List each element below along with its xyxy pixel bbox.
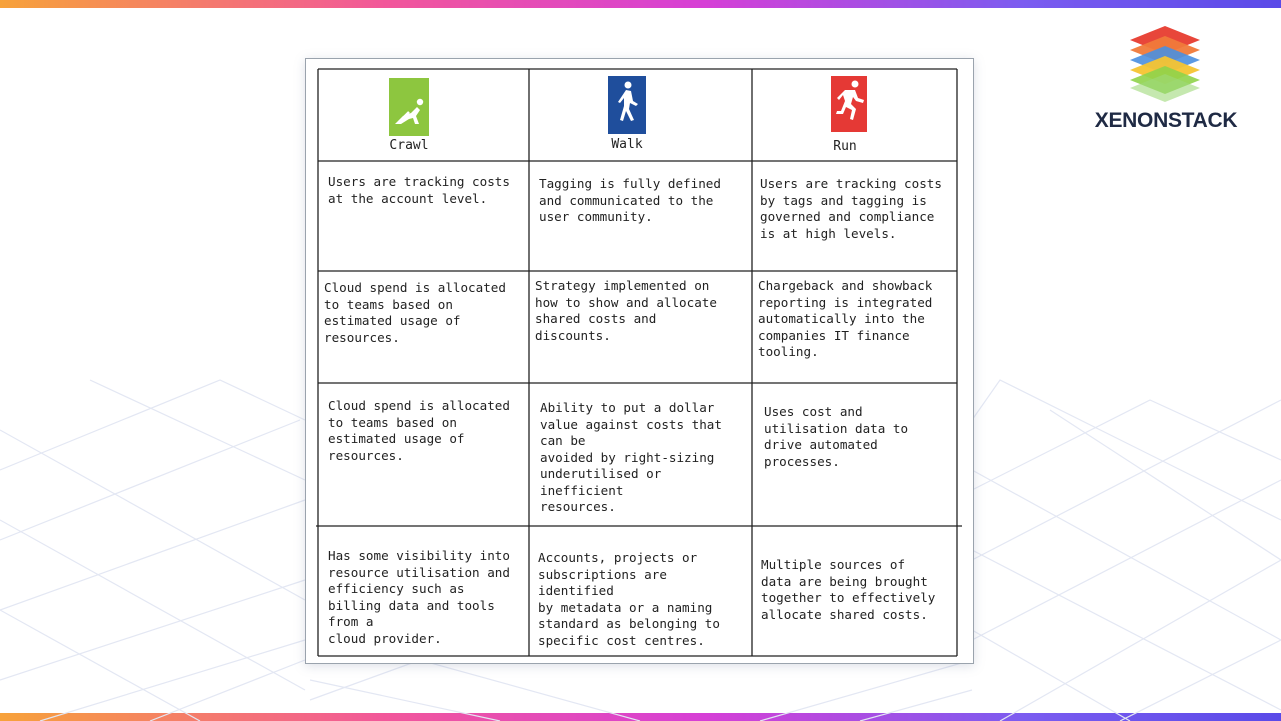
table-cell: Ability to put a dollar value against costs that can be avoided by right-sizing underutilised or inefficient resources.	[540, 400, 722, 514]
finops-maturity-table	[305, 58, 974, 664]
table-cell: Cloud spend is allocated to teams based on estimated usage of resources.	[328, 398, 510, 463]
walk-icon	[608, 76, 646, 134]
run-icon	[831, 76, 867, 132]
table-cell: Uses cost and utilisation data to drive automated processes.	[764, 404, 909, 469]
table-cell: Multiple sources of data are being brought together to effectively allocate shared costs.	[761, 557, 936, 622]
table-cell: Accounts, projects or subscriptions are identified by metadata or a naming standard as belonging to specific cost centres.	[538, 550, 720, 648]
table-cell: Users are tracking costs by tags and tagging is governed and compliance is at high levels.	[760, 176, 942, 241]
table-cell: Cloud spend is allocated to teams based on estimated usage of resources.	[324, 280, 506, 345]
header-walk: Walk	[611, 137, 643, 152]
table-cell: Tagging is fully defined and communicated to the user community.	[539, 176, 721, 224]
table-cell: Users are tracking costs at the account level.	[328, 174, 510, 206]
brand-name: XENONSTACK	[1094, 109, 1238, 132]
table-cell: Chargeback and showback reporting is integrated automatically into the companies IT finance tooling.	[758, 278, 933, 359]
crawl-icon	[389, 78, 429, 136]
table-cell: Has some visibility into resource utilisation and efficiency such as billing data and tools from a cloud provider.	[328, 548, 510, 646]
header-crawl: Crawl	[389, 138, 429, 153]
header-run: Run	[833, 139, 857, 154]
table-cell: Strategy implemented on how to show and allocate shared costs and discounts.	[535, 278, 717, 343]
